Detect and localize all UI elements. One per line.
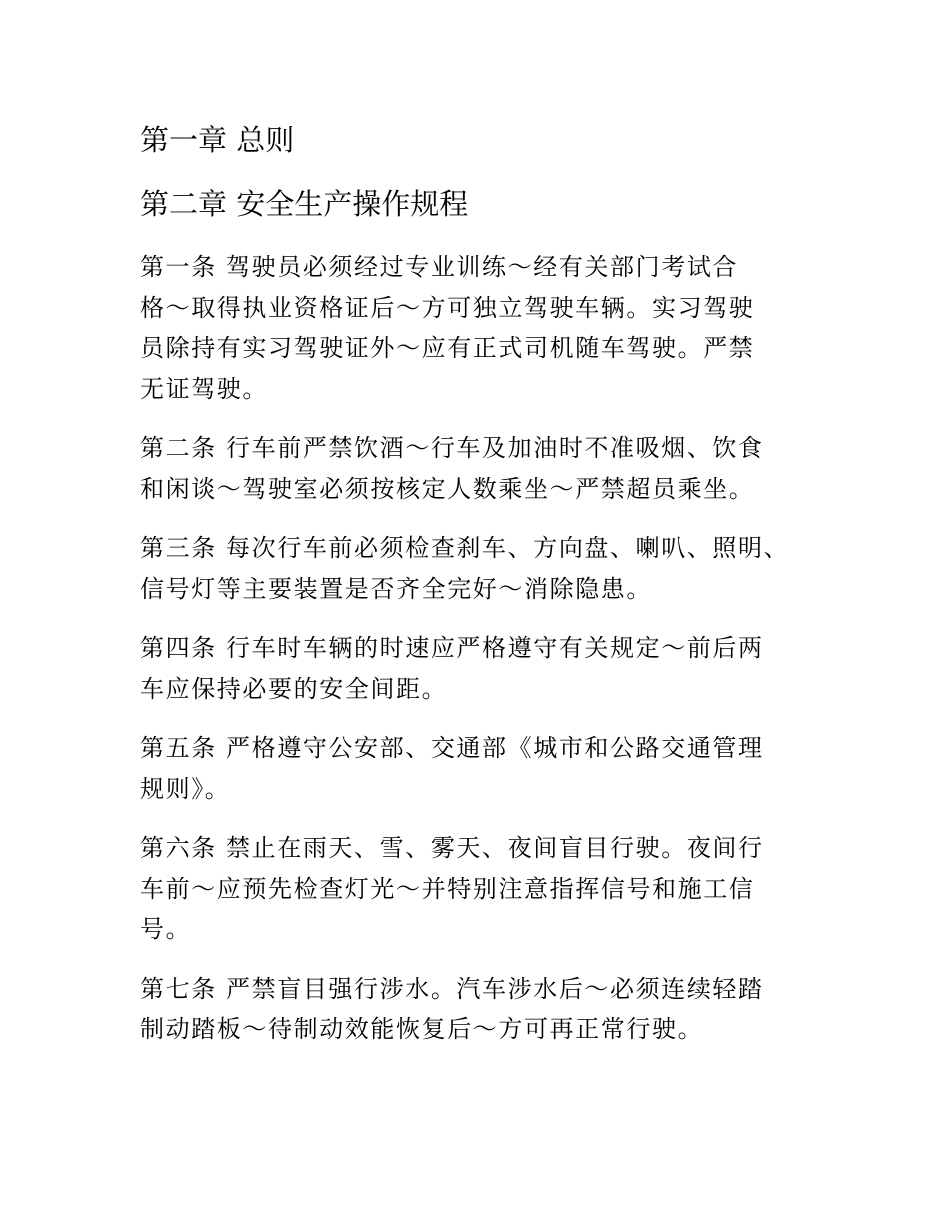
article-line: 号。 [140,915,192,943]
article-line: 无证驾驶。 [140,374,268,403]
article-4 [140,628,812,709]
article-line: 第五条 严格遵守公安部、交通部《城市和公路交通管理 [140,734,764,762]
article-line: 第一条 驾驶员必须经过专业训练～经有关部门考试合 [140,253,739,281]
chapter-1-title: 第一章 总则 [140,123,295,157]
article-line: 第三条 每次行车前必须检查刹车、方向盘、喇叭、照明、 [140,534,790,562]
article-line: 第七条 严禁盲目强行涉水。汽车涉水后～必须连续轻踏 [140,974,764,1003]
article-3 [140,528,812,609]
article-line: 车应保持必要的安全间距。 [140,674,448,703]
article-line: 制动踏板～待制动效能恢复后～方可再正常行驶。 [140,1015,704,1043]
article-7 [140,969,812,1050]
article-6 [140,828,812,950]
chapter-2-title: 第二章 安全生产操作规程 [140,187,469,221]
article-1 [140,247,812,409]
article-line: 第二条 行车前严禁饮酒～行车及加油时不准吸烟、饮食 [140,434,764,462]
article-5 [140,728,812,809]
article-line: 第六条 禁止在雨天、雪、雾天、夜间盲目行驶。夜间行 [140,834,764,862]
article-line: 员除持有实习驾驶证外～应有正式司机随车驾驶。严禁 [140,334,755,362]
article-2 [140,428,812,509]
document-body [140,119,812,1050]
article-line: 车前～应预先检查灯光～并特别注意指挥信号和施工信 [140,874,755,903]
article-line: 和闲谈～驾驶室必须按核定人数乘坐～严禁超员乘坐。 [140,474,755,503]
article-line: 规则》。 [140,774,231,803]
article-line: 信号灯等主要装置是否齐全完好～消除隐患。 [140,574,652,603]
article-line: 格～取得执业资格证后～方可独立驾驶车辆。实习驾驶 [140,293,755,322]
article-line: 第四条 行车时车辆的时速应严格遵守有关规定～前后两 [140,634,764,662]
